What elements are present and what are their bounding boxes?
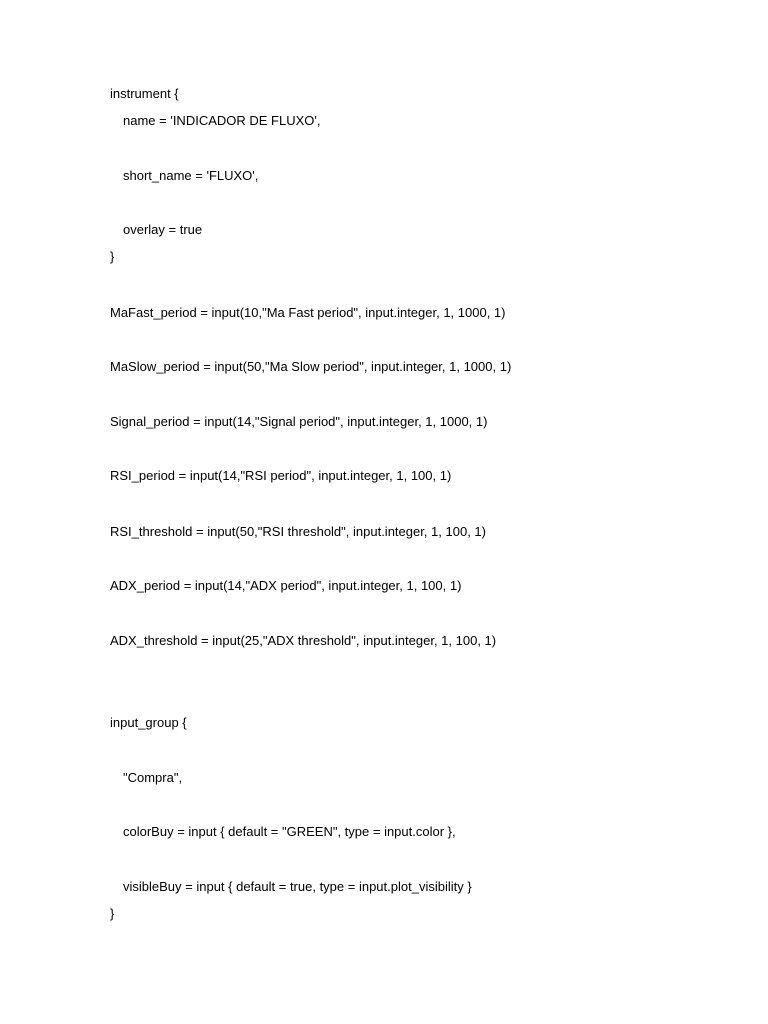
code-line-instrument-close: } (110, 249, 115, 264)
code-line-adx-period: ADX_period = input(14,"ADX period", input.integer, 1, 100, 1) (110, 578, 462, 593)
code-line-signal-period: Signal_period = input(14,"Signal period", input.integer, 1, 1000, 1) (110, 414, 488, 429)
code-line-mafast-period: MaFast_period = input(10,"Ma Fast period", input.integer, 1, 1000, 1) (110, 305, 506, 320)
code-line-compra: "Compra", (123, 770, 183, 785)
code-line-rsi-threshold: RSI_threshold = input(50,"RSI threshold", input.integer, 1, 100, 1) (110, 524, 486, 539)
code-line-input-group-open: input_group { (110, 715, 187, 730)
code-line-overlay: overlay = true (123, 222, 203, 237)
code-line-name: name = 'INDICADOR DE FLUXO', (123, 113, 321, 128)
code-line-short-name: short_name = 'FLUXO', (123, 168, 259, 183)
code-line-input-group-close: } (110, 906, 115, 921)
code-line-instrument-open: instrument { (110, 86, 179, 101)
code-line-maslow-period: MaSlow_period = input(50,"Ma Slow period", input.integer, 1, 1000, 1) (110, 359, 512, 374)
code-line-visible-buy: visibleBuy = input { default = true, type = input.plot_visibility } (123, 879, 472, 894)
code-line-color-buy: colorBuy = input { default = "GREEN", type = input.color }, (123, 824, 456, 839)
code-line-adx-threshold: ADX_threshold = input(25,"ADX threshold", input.integer, 1, 100, 1) (110, 633, 497, 648)
code-line-rsi-period: RSI_period = input(14,"RSI period", input.integer, 1, 100, 1) (110, 468, 452, 483)
